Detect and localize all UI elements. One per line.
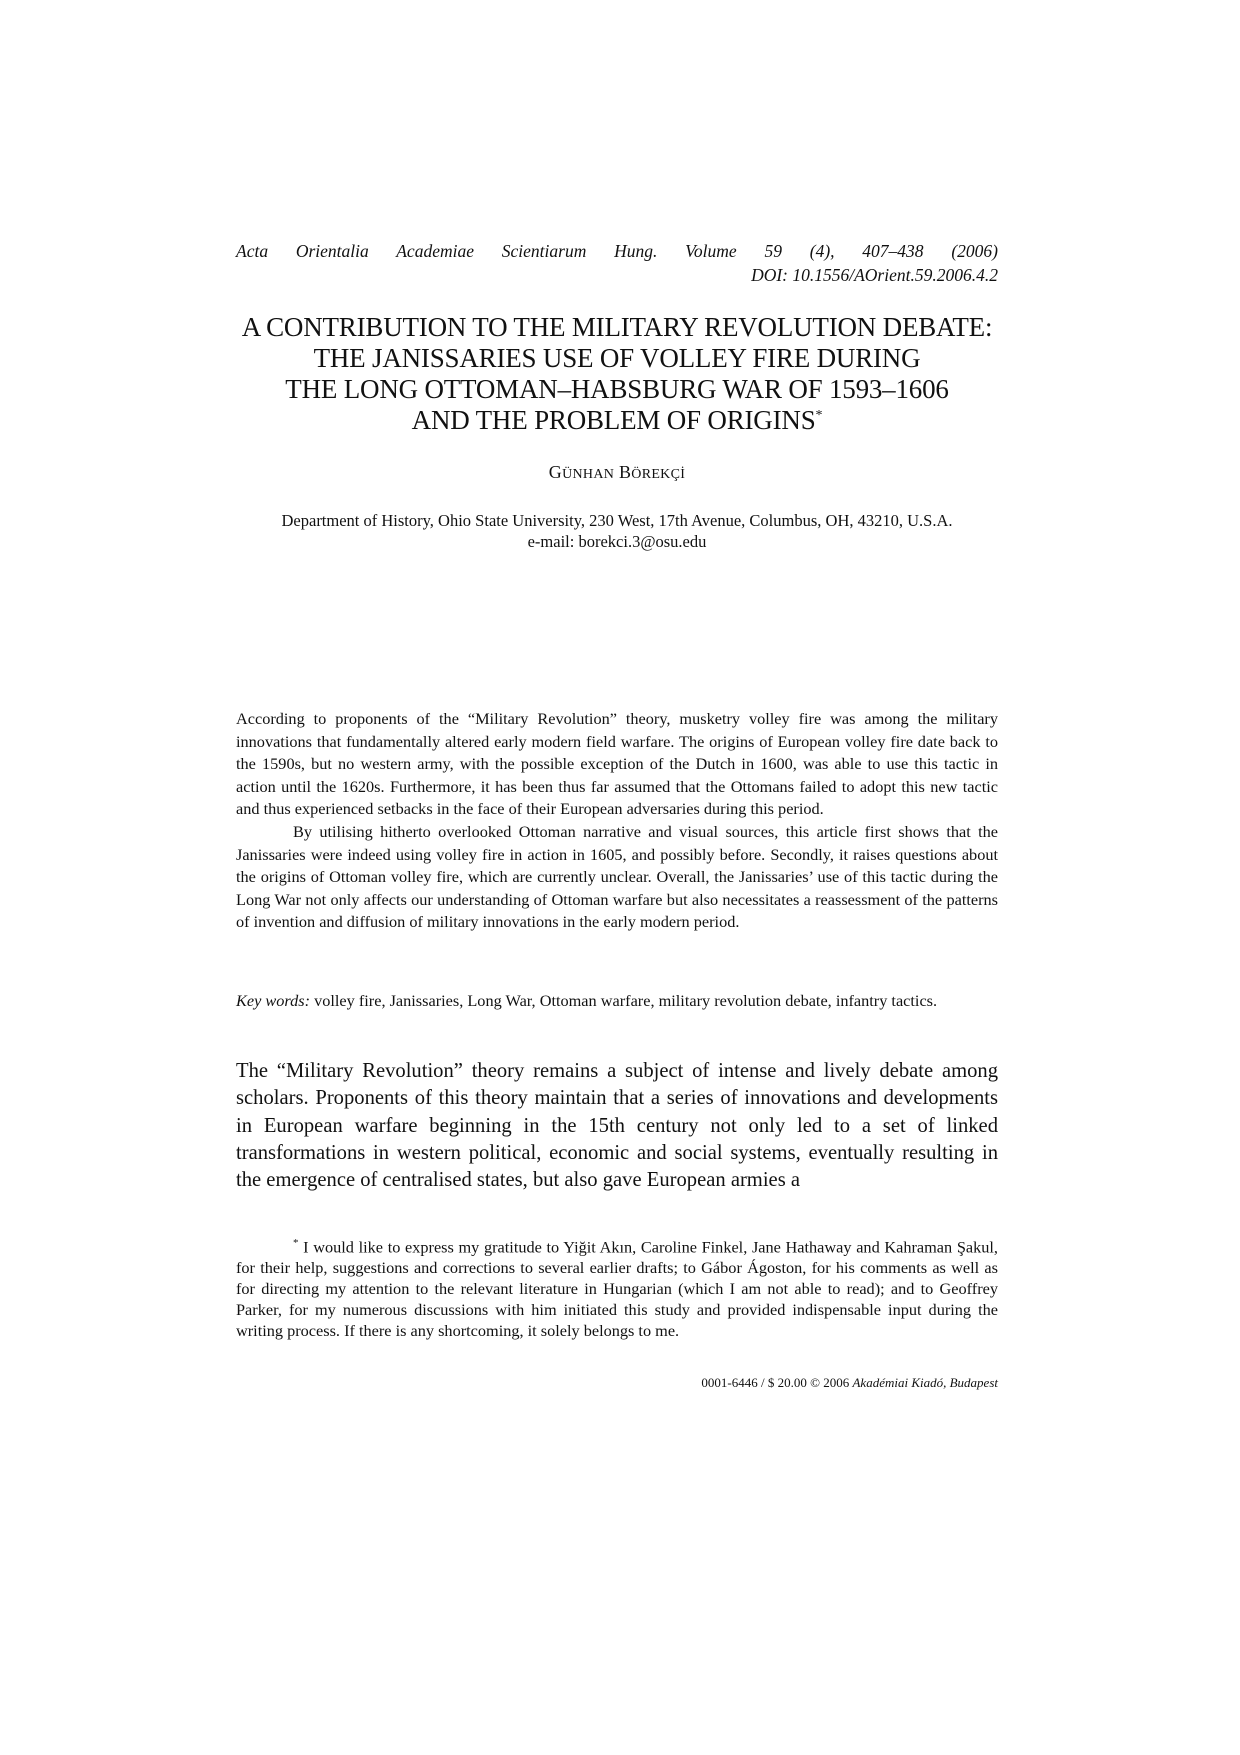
title-line-4-text: AND THE PROBLEM OF ORIGINS [411, 405, 816, 435]
footnote-text: I would like to express my gratitude to Yiğit Akın, Caroline Finkel, Jane Hathaway and Kahraman Şakul, for their help, suggestions and corrections to several earlier drafts; to Gábor Ágoston, for his comments as well as for directing my attention to the relevant literature in Hungarian (which I am not able to read); and to Geoffrey Parker, for my numerous discussions with him initiated this study and provided indispensable input during the writing process. If there is any shortcoming, it solely belongs to me. [236, 1237, 998, 1341]
body-paragraph-1: The “Military Revolution” theory remains a subject of intense and lively debate among scholars. Proponents of this theory maintain that a series of innovations and developments in European warfare beginning in the 15th century not only led to a set of linked transformations in western political, economic and social systems, eventually resulting in the emergence of centralised states, but also gave European armies a [236, 1060, 998, 1192]
keywords [236, 990, 998, 1013]
author-email: e-mail: borekci.3@osu.edu [527, 532, 707, 551]
affiliation-address: Department of History, Ohio State University, 230 West, 17th Avenue, Columbus, OH, 43210, U.S.A. [281, 511, 953, 530]
abstract [236, 708, 998, 934]
author-last-initial: B [618, 462, 632, 482]
footnote-paragraph [236, 1233, 998, 1341]
title-line-3: THE LONG OTTOMAN–HABSBURG WAR OF 1593–1606 [285, 374, 949, 404]
body-text [236, 1058, 998, 1194]
doi: DOI: 10.1556/AOrient.59.2006.4.2 [751, 265, 998, 285]
keywords-text: volley fire, Janissaries, Long War, Ottoman warfare, military revolution debate, infantry tactics. [310, 991, 938, 1010]
title-line-1: A CONTRIBUTION TO THE MILITARY REVOLUTION DEBATE: [241, 312, 993, 342]
title-footnote-mark: * [815, 408, 823, 423]
footnote-mark: * [293, 1237, 299, 1249]
author-last-rest: ÖREKÇİ [631, 467, 686, 482]
article-title [236, 312, 998, 436]
author-name [236, 462, 998, 483]
keywords-label: Key words: [236, 991, 311, 1010]
publisher: Akadémiai Kiadó, Budapest [852, 1375, 998, 1390]
author-first-initial: G [548, 462, 563, 482]
title-line-4 [236, 405, 998, 436]
abstract-paragraph-2: By utilising hitherto overlooked Ottoman narrative and visual sources, this article first shows that the Janissaries were indeed using volley fire in action in 1605, and possibly before. Secondly, it raises questions about the origins of Ottoman volley fire, which are currently unclear. Overall, the Janissaries’ use of this tactic during the Long War not only affects our understanding of Ottoman warfare but also necessitates a reassessment of the patterns of invention and diffusion of military innovations in the early modern period. [236, 821, 998, 932]
journal-header [236, 239, 998, 287]
footnote [236, 1233, 998, 1341]
author-first-rest: ÜNHAN [562, 467, 615, 482]
journal-citation: Acta Orientalia Academiae Scientiarum Hung. Volume 59 (4), 407–438 (2006) [236, 241, 998, 261]
affiliation [236, 510, 998, 552]
abstract-paragraph-1: According to proponents of the “Military Revolution” theory, musketry volley fire was among the military innovations that fundamentally altered early modern field warfare. The origins of European volley fire date back to the 1590s, but no western army, with the possible exception of the Dutch in 1600, was able to use this tactic in action until the 1620s. Furthermore, it has been thus far assumed that the Ottomans failed to adopt this new tactic and thus experienced setbacks in the face of their European adversaries during this period. [236, 709, 998, 819]
copyright-line [236, 1375, 998, 1391]
copyright-code: 0001-6446 / $ 20.00 © 2006 [701, 1375, 853, 1390]
title-line-2: THE JANISSARIES USE OF VOLLEY FIRE DURING [313, 343, 921, 373]
